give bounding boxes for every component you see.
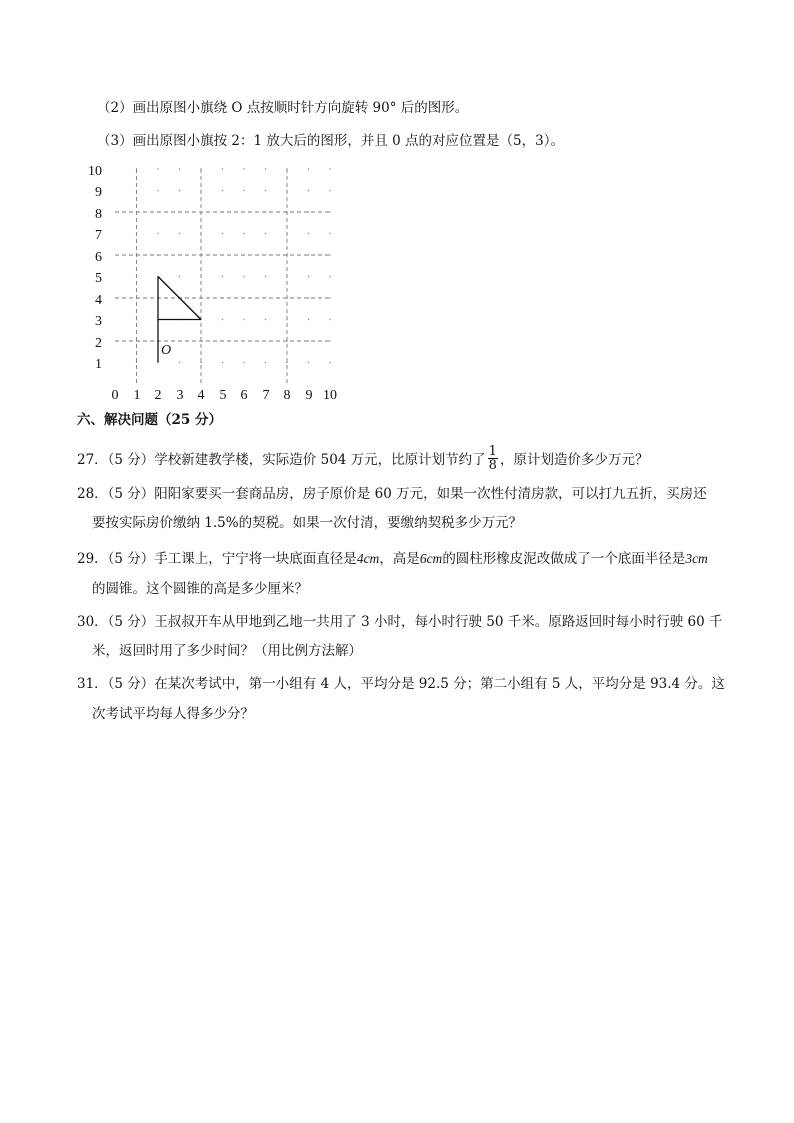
fraction-numerator: 1	[488, 444, 497, 459]
grid-dot	[179, 276, 180, 277]
grid-dot	[308, 340, 309, 341]
origin-point-label: O	[161, 343, 172, 358]
grid-dot	[222, 254, 223, 255]
q29-diameter: 4cm	[356, 551, 380, 566]
x-tick-label: 7	[262, 388, 270, 403]
grid-dot	[286, 276, 287, 277]
coordinate-grid	[88, 158, 348, 406]
grid-dot	[329, 233, 330, 234]
question-28-line-1: 28．（5 分）阳阳家要买一套商品房，房子原价是 60 万元，如果一次性付清房款，可以打九五折，买房还	[77, 486, 707, 502]
grid-dot	[200, 168, 201, 169]
grid-dot	[136, 340, 137, 341]
fraction-one-eighth	[488, 445, 498, 472]
grid-dot	[179, 168, 180, 169]
y-axis-labels	[88, 164, 102, 372]
grid-dot	[243, 297, 244, 298]
drawing-instruction-2: （2）画出原图小旗绕 O 点按顺时针方向旋转 90° 后的图形。	[97, 100, 469, 116]
grid-dot	[243, 276, 244, 277]
grid-dot	[222, 168, 223, 169]
x-tick-label: 4	[197, 388, 205, 403]
grid-dot	[329, 190, 330, 191]
grid-dot	[136, 362, 137, 363]
question-29-line-1	[77, 549, 708, 569]
grid-dot	[329, 211, 330, 212]
question-29-line-2: 的圆锥。这个圆锥的高是多少厘米？	[92, 581, 308, 597]
grid-dot	[200, 233, 201, 234]
grid-dot	[265, 276, 266, 277]
grid-dot	[157, 254, 158, 255]
y-tick-label: 8	[95, 207, 102, 222]
grid-dot	[308, 319, 309, 320]
question-30-line-2: 米，返回时用了多少时间？（用比例方法解）	[92, 643, 362, 659]
grid-dot	[179, 190, 180, 191]
grid-dot	[222, 319, 223, 320]
grid-dot	[136, 211, 137, 212]
y-tick-label: 4	[95, 293, 102, 308]
grid-dot	[243, 211, 244, 212]
grid-dot	[308, 254, 309, 255]
grid-dot	[243, 190, 244, 191]
grid-dot	[136, 168, 137, 169]
drawing-instruction-3: （3）画出原图小旗按 2：1 放大后的图形，并且 0 点的对应位置是（5，3）。	[97, 133, 564, 149]
y-tick-label: 9	[95, 185, 102, 200]
grid-dot	[329, 319, 330, 320]
q29-text-3: 的圆柱形橡皮泥改做成了一个底面半径是	[442, 551, 686, 567]
grid-dot	[222, 233, 223, 234]
grid-dot	[179, 233, 180, 234]
x-tick-label: 9	[305, 388, 313, 403]
grid-dot	[243, 340, 244, 341]
grid-dot	[243, 233, 244, 234]
grid-dot	[243, 362, 244, 363]
grid-dot	[136, 190, 137, 191]
grid-dot	[308, 297, 309, 298]
y-tick-label: 2	[95, 336, 102, 351]
y-tick-label: 1	[95, 357, 102, 372]
grid-dot	[243, 254, 244, 255]
y-tick-label: 5	[95, 271, 102, 286]
grid-dot	[200, 276, 201, 277]
grid-dot	[265, 190, 266, 191]
grid-dot	[286, 168, 287, 169]
grid-dot	[243, 168, 244, 169]
grid-dot	[179, 254, 180, 255]
q27-text-after: ，原计划造价多少万元？	[499, 452, 649, 468]
grid-dot	[265, 319, 266, 320]
q29-text-2: ，高是	[379, 551, 420, 567]
grid-dot	[286, 211, 287, 212]
grid-dot	[136, 276, 137, 277]
x-tick-label: 10	[323, 388, 337, 403]
grid-dot	[200, 297, 201, 298]
q27-text-before: 27．（5 分）学校新建教学楼，实际造价 504 万元，比原计划节约了	[77, 452, 486, 468]
grid-dot	[286, 362, 287, 363]
grid-dot	[308, 168, 309, 169]
grid-dot	[329, 362, 330, 363]
grid-dot	[286, 297, 287, 298]
question-30-line-1: 30．（5 分）王叔叔开车从甲地到乙地一共用了 3 小时，每小时行驶 50 千米。原路返回时每小时行驶 60 千	[77, 614, 723, 630]
q29-text-1: 29．（5 分）手工课上，宁宁将一块底面直径是	[77, 551, 357, 567]
x-tick-label: 2	[154, 388, 162, 403]
grid-dot	[265, 254, 266, 255]
q29-height: 6cm	[419, 551, 443, 566]
question-27	[77, 444, 649, 474]
grid-dot	[286, 190, 287, 191]
grid-dot	[179, 340, 180, 341]
x-tick-label: 3	[176, 388, 184, 403]
x-tick-label: 0	[111, 388, 119, 403]
grid-dot	[179, 362, 180, 363]
grid-dot	[157, 211, 158, 212]
y-tick-label: 7	[95, 228, 102, 243]
section-title: 六、解决问题（25 分）	[77, 412, 222, 428]
grid-dot	[200, 254, 201, 255]
grid-dot	[265, 168, 266, 169]
fraction-denominator: 8	[488, 458, 497, 473]
grid-dot	[136, 254, 137, 255]
y-tick-label: 6	[95, 250, 102, 265]
grid-dot	[286, 254, 287, 255]
grid-dot	[136, 319, 137, 320]
grid-dot	[179, 211, 180, 212]
grid-dot	[222, 297, 223, 298]
grid-dot	[329, 254, 330, 255]
grid-dot	[308, 190, 309, 191]
grid-dot	[308, 362, 309, 363]
grid-dot	[265, 211, 266, 212]
grid-dot	[222, 190, 223, 191]
grid-dot	[200, 211, 201, 212]
question-28-line-2: 要按实际房价缴纳 1.5%的契税。如果一次付清，要缴纳契税多少万元？	[92, 515, 523, 531]
grid-dot	[308, 211, 309, 212]
grid-dot	[136, 297, 137, 298]
grid-dot	[265, 297, 266, 298]
grid-dot	[265, 340, 266, 341]
grid-dot	[243, 319, 244, 320]
grid-dots	[136, 168, 331, 363]
grid-dot	[329, 297, 330, 298]
x-tick-label: 5	[219, 388, 227, 403]
grid-dot	[308, 276, 309, 277]
grid-dot	[200, 190, 201, 191]
grid-dot	[265, 233, 266, 234]
grid-dot	[329, 340, 330, 341]
grid-dot	[200, 340, 201, 341]
grid-dot	[286, 233, 287, 234]
grid-dot	[222, 362, 223, 363]
grid-dot	[265, 362, 266, 363]
grid-dot	[200, 362, 201, 363]
grid-dot	[222, 340, 223, 341]
grid-dot	[329, 168, 330, 169]
grid-dot	[308, 233, 309, 234]
question-31-line-1: 31．（5 分）在某次考试中，第一小组有 4 人，平均分是 92.5 分；第二小组有 5 人，平均分是 93.4 分。这	[77, 676, 725, 692]
grid-dot	[329, 276, 330, 277]
x-tick-label: 6	[240, 388, 248, 403]
grid-dot	[222, 276, 223, 277]
grid-dot	[157, 233, 158, 234]
q29-radius: 3cm	[685, 551, 708, 566]
y-tick-label: 3	[95, 314, 102, 329]
x-tick-label: 8	[283, 388, 291, 403]
grid-dot	[136, 233, 137, 234]
question-31-line-2: 次考试平均每人得多少分？	[92, 706, 254, 722]
grid-dot	[157, 168, 158, 169]
y-tick-label: 10	[88, 164, 102, 179]
x-tick-label: 1	[133, 388, 141, 403]
grid-dot	[157, 190, 158, 191]
grid-dot	[222, 211, 223, 212]
grid-dot	[286, 340, 287, 341]
x-axis-labels	[112, 388, 338, 403]
grid-dot	[286, 319, 287, 320]
